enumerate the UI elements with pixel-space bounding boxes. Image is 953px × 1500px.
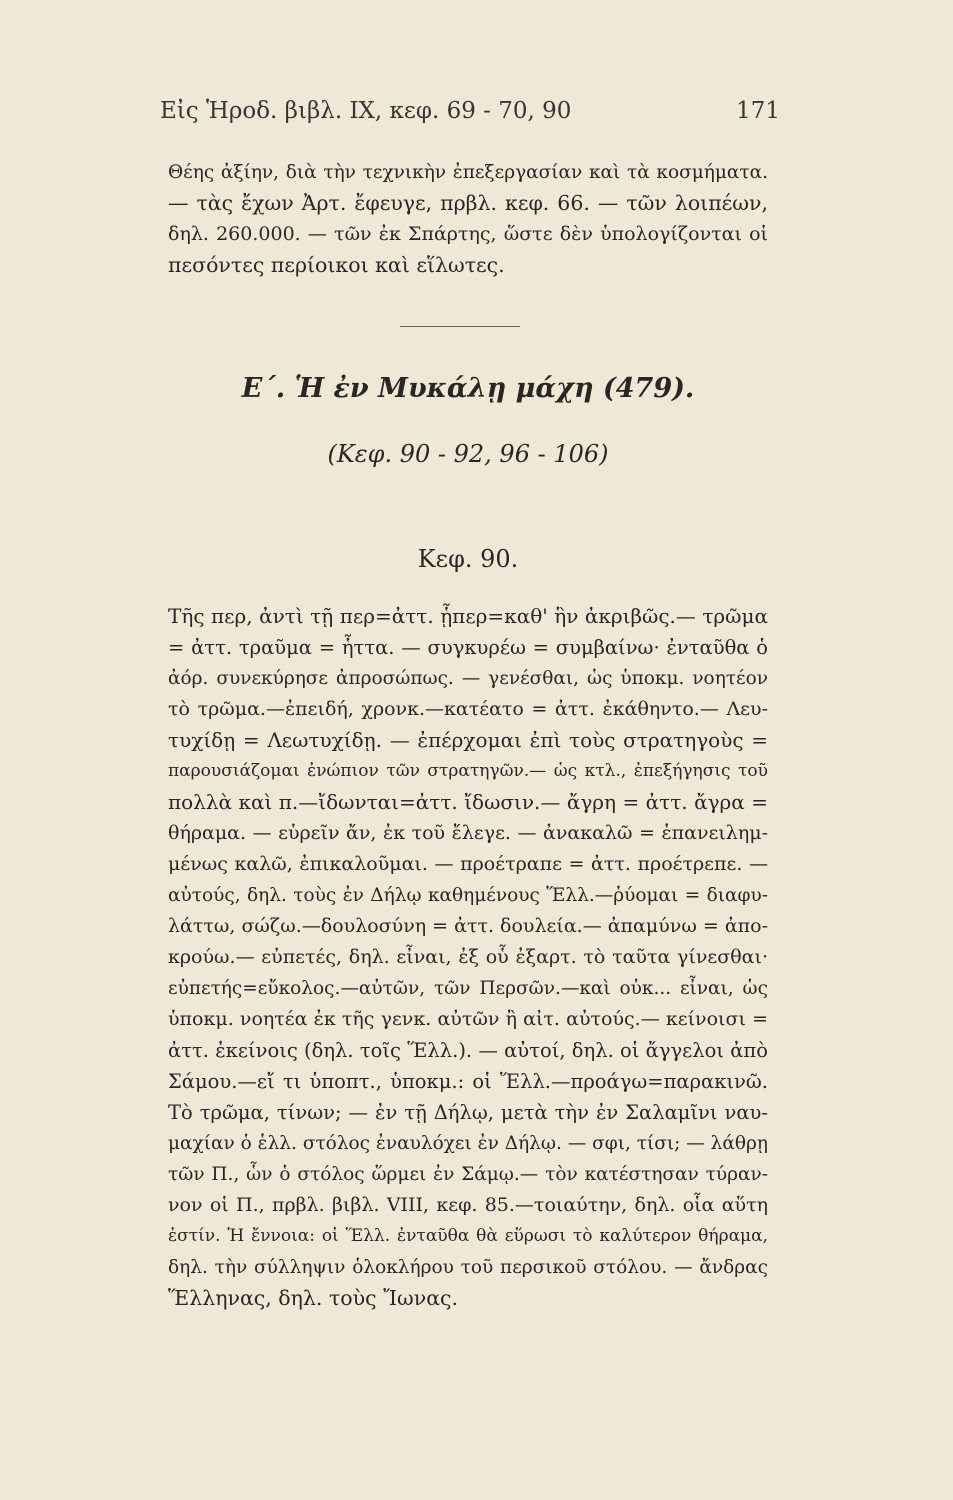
section-heading: Ε΄. Ἡ ἐν Μυκάλῃ μάχη (479).	[241, 373, 695, 404]
section-chapters: (Κεφ. 90 - 92, 96 - 106)	[327, 440, 609, 468]
text-line: ἀττ. ἐκείνοις (δηλ. τοῖς Ἕλλ.). — αὐτοί, δηλ. οἱ ἄγγελοι ἀπὸ	[168, 1039, 768, 1062]
text-line: = ἀττ. τραῦμα = ἧττα. — συγκυρέω = συμβαίνω· ἐνταῦθα ὁ	[168, 636, 768, 659]
text-line: — τὰς ἔχων Ἀρτ. ἔφευγε, πρβλ. κεφ. 66. — τῶν λοιπέων,	[168, 191, 768, 215]
text-line: μένως καλῶ, ἐπικαλοῦμαι. — προέτραπε = ἀττ. προέτρεπε. —	[168, 853, 768, 875]
text-line: πολλὰ καὶ π.—ἴδωνται=ἀττ. ἴδωσιν.— ἄγρη = ἀττ. ἄγρα =	[168, 790, 768, 814]
running-title: Εἰς Ἡροδ. βιβλ. IX, κεφ. 69 - 70, 90	[160, 98, 572, 124]
text-line: ἐστίν. Ἡ ἔννοια: οἱ Ἕλλ. ἐνταῦθα θὰ εὕρωσι τὸ καλύτερον θήραμα,	[168, 1226, 768, 1246]
text-line: θήραμα. — εὑρεῖν ἄν, ἐκ τοῦ ἔλεγε. — ἀνακαλῶ = ἐπανειλημ-	[168, 822, 768, 844]
text-line: λάττω, σώζω.—δουλοσύνη = ἀττ. δουλεία.— ἀπαμύνω = ἀπο-	[168, 915, 768, 937]
commentary-paragraph	[168, 601, 768, 1314]
chapter-heading: Κεφ. 90.	[417, 545, 519, 573]
text-line: Ἕλληνας, δηλ. τοὺς Ἴωνας.	[168, 1286, 459, 1310]
text-line: Τῆς περ, ἀντὶ τῇ περ=ἀττ. ᾗπερ=καθ' ἣν ἀκριβῶς.— τρῶμα	[168, 604, 768, 628]
text-line: νον οἱ Π., πρβλ. βιβλ. VIII, κεφ. 85.—τοιαύτην, δηλ. οἷα αὕτη	[168, 1194, 768, 1216]
text-line: τῶν Π., ὧν ὁ στόλος ὥρμει ἐν Σάμῳ.— τὸν κατέστησαν τύραν-	[168, 1164, 768, 1185]
page-number: 171	[736, 98, 780, 124]
text-line: ἀόρ. συνεκύρησε ἀπροσώπως. — γενέσθαι, ὡς ὑποκμ. νοητέον	[168, 668, 768, 689]
intro-paragraph	[168, 157, 768, 281]
text-line: τυχίδῃ = Λεωτυχίδῃ. — ἐπέρχομαι ἐπὶ τοὺς στρατηγοὺς =	[168, 728, 768, 752]
text-line: ὑποκμ. νοητέα ἐκ τῆς γενκ. αὐτῶν ἢ αἰτ. αὐτούς.— κείνοισι =	[168, 1008, 768, 1030]
text-line: Θέης ἀξίην, διὰ τὴν τεχνικὴν ἐπεξεργασίαν καὶ τὰ κοσμήματα.	[168, 162, 768, 183]
text-line: Σάμου.—εἴ τι ὑποπτ., ὑποκμ.: οἱ Ἕλλ.—προάγω=παρακινῶ.	[168, 1070, 768, 1093]
text-line: πεσόντες περίοικοι καὶ εἵλωτες.	[168, 253, 505, 277]
text-line: μαχίαν ὁ ἑλλ. στόλος ἐναυλόχει ἐν Δήλῳ. — σφι, τίσι; — λάθρῃ	[168, 1133, 768, 1154]
text-line: δηλ. τὴν σύλληψιν ὁλοκλήρου τοῦ περσικοῦ στόλου. — ἄνδρας	[168, 1257, 768, 1278]
text-line: εὐπετής=εὔκολος.—αὐτῶν, τῶν Περσῶν.—καὶ οὐκ... εἶναι, ὡς	[168, 978, 768, 999]
section-divider	[400, 326, 520, 327]
text-line: κρούω.— εὐπετές, δηλ. εἶναι, ἐξ οὗ ἐξαρτ. τὸ ταῦτα γίνεσθαι·	[168, 946, 768, 968]
text-line: αὐτούς, δηλ. τοὺς ἐν Δήλῳ καθημένους Ἕλλ.—ῥύομαι = διαφυ-	[168, 885, 768, 906]
text-line: δηλ. 260.000. — τῶν ἐκ Σπάρτης, ὥστε δὲν ὑπολογίζονται οἱ	[168, 223, 768, 245]
text-line: Τὸ τρῶμα, τίνων; — ἐν τῇ Δήλῳ, μετὰ τὴν ἐν Σαλαμῖνι ναυ-	[168, 1101, 768, 1124]
text-line: τὸ τρῶμα.—ἐπειδή, χρονκ.—κατέατο = ἀττ. ἐκάθηντο.— Λευ-	[168, 698, 768, 720]
text-line: παρουσιάζομαι ἐνώπιον τῶν στρατηγῶν.— ὡς κτλ., ἐπεξήγησις τοῦ	[168, 761, 768, 781]
